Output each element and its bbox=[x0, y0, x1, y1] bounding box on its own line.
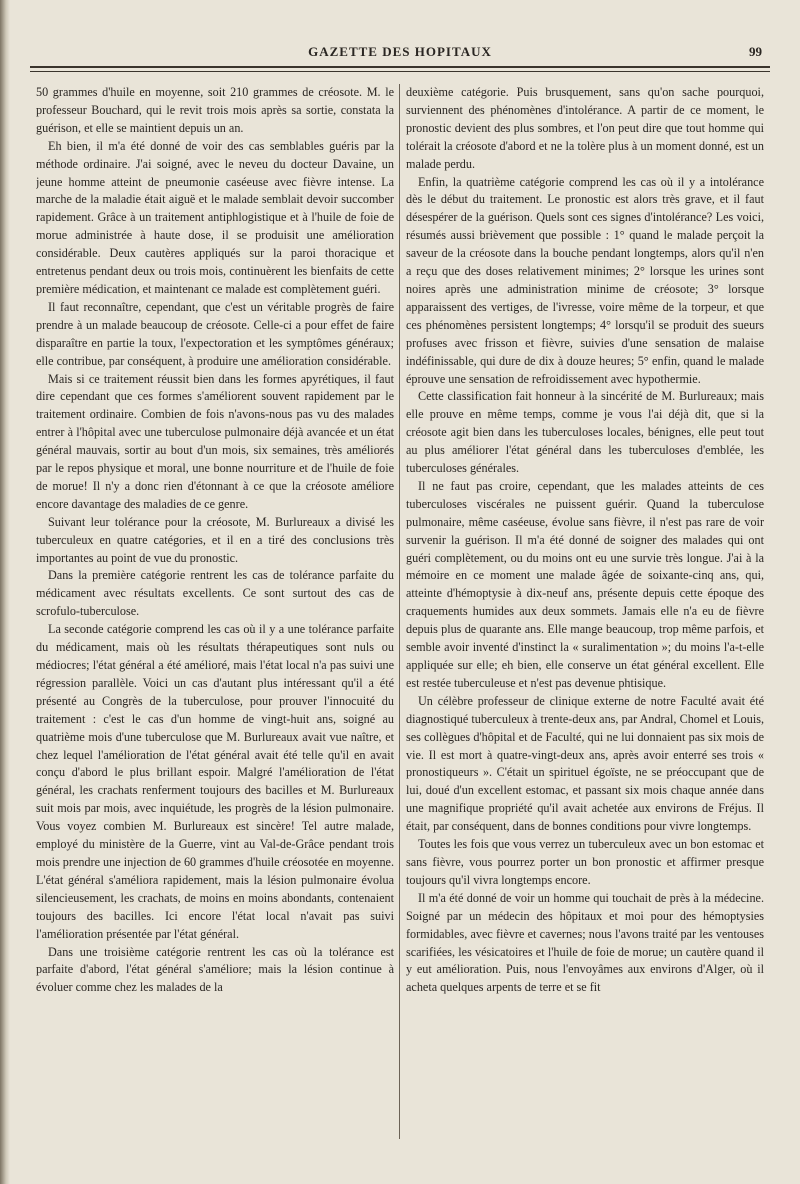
paragraph: La seconde catégorie comprend les cas où il y a une tolérance parfaite du médicament, mais où les résultats thérapeutiques sont nuls ou médiocres; l'état général a été amélioré, mais l'état local n'a pas suivi une régression parallèle. Voici un cas d'autant plus intéressant qu'il a été présenté au Congrès de la tuberculose, pour prouver l'innocuité du traitement : c'est le cas d'un homme de vingt-huit ans, soigné au quatrième mois d'une tuberculose que M. Burlureaux avait vue naître, et chez lequel l'amélioration de l'état général avait été telle qu'il en avait conçu d'abord le plus brillant espoir. Malgré l'amélioration de l'état général, les crachats renferment toujours des bacilles et M. Burlureaux suit mois par mois, avec inquiétude, les progrès de la lésion pulmonaire. Vous voyez combien M. Burlureaux est sincère! Tel autre malade, employé du ministère de la Guerre, vint au Val-de-Grâce pendant trois mois prendre une injection de 60 grammes d'huile créosotée en moyenne. L'état général s'améliora rapidement, mais la lésion pulmonaire évolua silencieusement, les crachats, de moins en moins abondants, contenaient toujours des bacilles. Ici encore l'état local n'avait pas suivi l'amélioration présentée par l'état général. bbox=[36, 622, 394, 941]
page-spine-shadow bbox=[0, 0, 10, 1184]
left-column bbox=[36, 84, 394, 1144]
journal-title: GAZETTE DES HOPITAUX bbox=[308, 44, 492, 59]
paragraph: Mais si ce traitement réussit bien dans les formes apyrétiques, il faut dire cependant que ces formes s'améliorent souvent rapidement par le traitement ordinaire. Combien de fois n'avons-nous pas vu des malades entrer à l'hôpital avec une tuberculose pulmonaire déjà avancée et un état général mauvais, sortir au bout d'un mois, six semaines, très améliorés par le repos physique et moral, une bonne nourriture et de l'huile de foie de morue! Il n'y a donc rien d'étonnant à ce que la créosote améliore encore davantage des maladies de ce genre. bbox=[36, 371, 394, 511]
paragraph: Eh bien, il m'a été donné de voir des cas semblables guéris par la méthode ordinaire. J'ai soigné, avec le neveu du docteur Davaine, un jeune homme atteint de pneumonie caséeuse avec fièvre intense. La marche de la maladie était aiguë et le malade semblait devoir succomber rapidement. Grâce à un traitement antiphlogistique et à l'huile de foie de morue administrée à haute dose, il se produisit une amélioration considérable. Deux cautères appliqués sur la paroi thoracique et entretenus pendant deux ou trois mois, continuèrent les bienfaits de cette première médication, et maintenant ce malade est complètement guéri. bbox=[36, 138, 394, 296]
paragraph: Il m'a été donné de voir un homme qui touchait de près à la médecine. Soigné par un médecin des hôpitaux et moi pour des hémoptysies formidables, avec fièvre et cavernes; nous l'avons traité par les ventouses scarifiées, les vésicatoires et l'huile de foie de morue; un cautère quand il y eut amélioration. Puis, nous l'envoyâmes aux environs d'Alger, où il acheta quelques arpents de terre et se fit bbox=[406, 890, 764, 995]
header-rule-thick bbox=[30, 66, 770, 68]
paragraph: Toutes les fois que vous verrez un tuberculeux avec un bon estomac et sans fièvre, vous pourrez porter un bon pronostic et affirmer presque toujours qu'il vivra longtemps encore. bbox=[406, 837, 764, 887]
running-header bbox=[30, 44, 770, 64]
paragraph: 50 grammes d'huile en moyenne, soit 210 grammes de créosote. M. le professeur Bouchard, qui le revit trois mois après sa sortie, constata la guérison, et elle se maintient depuis un an. bbox=[36, 85, 394, 135]
header-rule-thin bbox=[30, 71, 770, 72]
paragraph: Dans une troisième catégorie rentrent les cas où la tolérance est parfaite d'abord, l'état général s'améliore; mais la lésion continue à évoluer comme chez les malades de la bbox=[36, 944, 394, 995]
paragraph: Il ne faut pas croire, cependant, que les malades atteints de ces tuberculoses viscérales ne puissent guérir. Quand la tuberculose pulmonaire, même caséeuse, évolue sans fièvre, il n'est pas rare de voir survenir la guérison. Il m'a été donné de soigner des malades qui ont guéri complètement, ou du moins ont eu une survie très longue. J'ai à la mémoire en ce moment une malade âgée de soixante-cinq ans, qui, atteinte d'hémoptysie à dix-neuf ans, présente depuis cette époque des craquements humides aux deux sommets. Jamais elle n'a eu de fièvre depuis plus de quarante ans. Elle mange beaucoup, trop même parfois, et semble avoir inventé d'instinct la « suralimentation »; du moins l'a-t-elle appliquée sur elle; eh bien, elle conserve un état général excellent. Elle est restée tuberculeuse et n'est pas devenue phtisique. bbox=[406, 478, 764, 690]
column-divider bbox=[399, 84, 400, 1139]
paragraph: deuxième catégorie. Puis brusquement, sans qu'on sache pourquoi, surviennent des phénomènes d'intolérance. A partir de ce moment, le pronostic devient des plus sombres, et l'on peut dire que tout homme qui tolérait la créosote d'abord et ne la tolère plus à un moment donné, est un malade perdu. bbox=[406, 85, 764, 171]
page-number: 99 bbox=[749, 44, 762, 59]
paragraph: Un célèbre professeur de clinique externe de notre Faculté avait été diagnostiqué tuberculeux à trente-deux ans, par Andral, Chomel et Louis, ses collègues d'hôpital et de Faculté, qui ne lui donnaient pas six mois de vie. Il est mort à quatre-vingt-deux ans, après avoir enterré ses trois « pronostiqueurs ». C'était un spirituel égoïste, ne se préoccupant que de lui, doué d'un excellent estomac, et passant six mois chaque année dans une magnifique propriété qu'il avait achetée aux environs de Fréjus. Il était, par conséquent, dans de bonnes conditions pour vivre longtemps. bbox=[406, 693, 764, 834]
paragraph: Dans la première catégorie rentrent les cas de tolérance parfaite du médicament avec résultats excellents. Ce sont surtout des cas de scrofulo-tuberculose. bbox=[36, 568, 394, 619]
paragraph: Enfin, la quatrième catégorie comprend les cas où il y a intolérance dès le début du traitement. Le pronostic est alors très grave, et il faut désespérer de la guérison. Quels sont ces signes d'intolérance? Les voici, résumés aussi brièvement que possible : 1° quand le malade perçoit la saveur de la créosote dans la bouche pendant longtemps, alors qu'il n'en a reçu que des doses relativement minimes; 2° lorsque les urines sont noires après une administration minime de créosote; 3° lorsque apparaissent des vertiges, de l'ivresse, voire même de la torpeur, et que ces phénomènes persistent longtemps; 4° lorsqu'il se produit des sueurs profuses avec frisson et fièvre, suivies d'une sensation de malaise indéfinissable, qui dure de dix à douze heures; 5° enfin, quand le malade éprouve une sensation de refroidissement avec hypothermie. bbox=[406, 174, 764, 386]
paragraph: Il faut reconnaître, cependant, que c'est un véritable progrès de faire prendre à un malade beaucoup de créosote. Celle-ci a pour effet de faire disparaître en partie la toux, l'expectoration et les symptômes généraux; elle contribue, par conséquent, à produire une amélioration considérable. bbox=[36, 299, 394, 368]
paragraph: Suivant leur tolérance pour la créosote, M. Burlureaux a divisé les tuberculeux en quatre catégories, et il en a tiré des conclusions très importantes au point de vue du pronostic. bbox=[36, 514, 394, 565]
paragraph: Cette classification fait honneur à la sincérité de M. Burlureaux; mais elle prouve en même temps, comme je vous l'ai déjà dit, que si la créosote agit bien dans les tuberculoses locales, bénignes, elle peut tout au plus améliorer l'état général dans les tuberculoses d'emblée, les tuberculoses générales. bbox=[406, 389, 764, 476]
right-column bbox=[406, 84, 764, 1144]
